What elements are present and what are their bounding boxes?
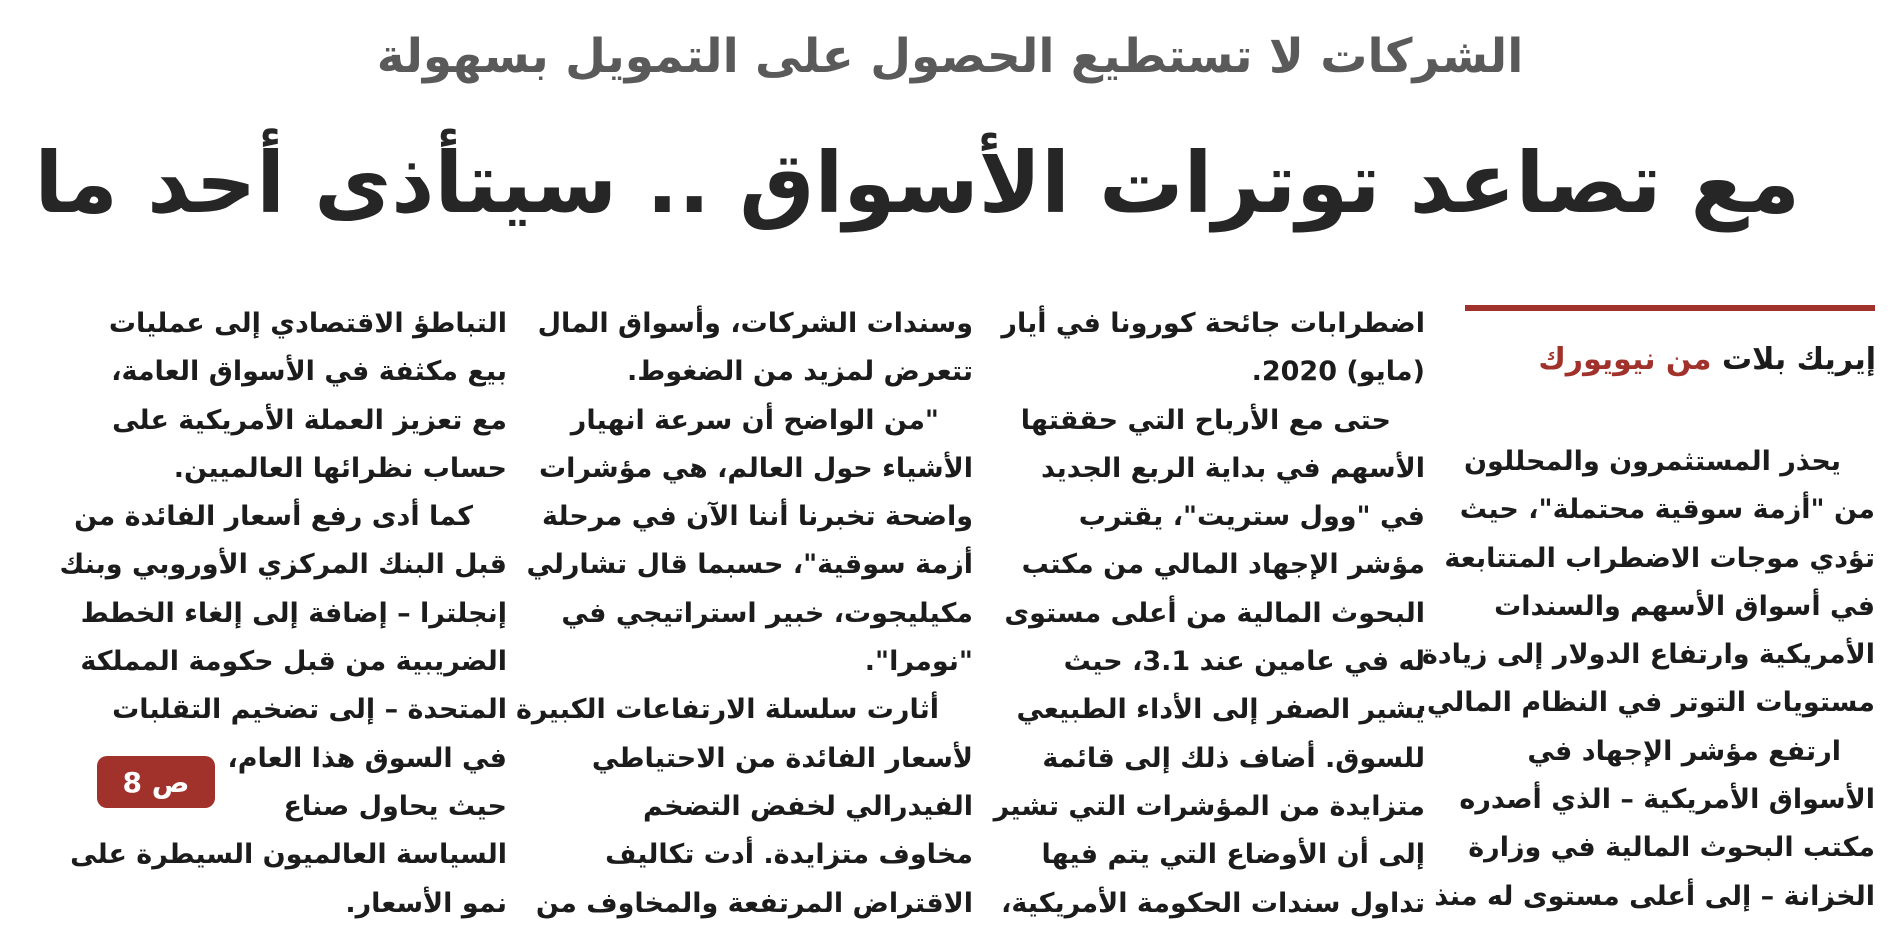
text-line: الأسواق الأمريكية – الذي أصدره: [1459, 784, 1875, 816]
text-line: نمو الأسعار.: [345, 887, 507, 919]
text-line: اضطرابات جائحة كورونا في أيار: [1001, 308, 1425, 339]
text-line: يحذر المستثمرون والمحللون: [1463, 446, 1841, 477]
article-column-4: [59, 300, 507, 928]
article-headline: مع تصاعد توترات الأسواق .. سيتأذى أحد ما: [34, 134, 1800, 232]
text-line: تتعرض لمزيد من الضغوط.: [627, 356, 973, 388]
text-line: إلى أن الأوضاع التي يتم فيها: [1041, 839, 1425, 871]
text-line: بيع مكثفة في الأسواق العامة،: [111, 356, 507, 388]
text-line: لأسعار الفائدة من الاحتياطي: [591, 742, 973, 774]
text-line: الأسهم في بداية الربع الجديد: [1041, 452, 1425, 484]
text-line: التباطؤ الاقتصادي إلى عمليات: [108, 308, 507, 339]
text-line: تؤدي موجات الاضطراب المتتابعة: [1444, 542, 1875, 574]
text-line: البحوث المالية من أعلى مستوى: [1004, 597, 1425, 629]
text-line: الأشياء حول العالم، هي مؤشرات: [538, 452, 973, 484]
text-line: في السوق هذا العام،: [227, 742, 507, 774]
article-column-3: [515, 300, 973, 928]
text-line: المتحدة – إلى تضخيم التقلبات: [112, 694, 507, 726]
text-line: قبل البنك المركزي الأوروبي وبنك: [59, 549, 507, 581]
byline-place: من نيويورك: [1538, 342, 1712, 377]
text-line: مكيليجوت، خبير استراتيجي في: [561, 597, 973, 629]
byline: [1436, 335, 1876, 385]
text-line: الخزانة – إلى أعلى مستوى له منذ: [1434, 880, 1875, 912]
byline-author: إيريك بلات: [1721, 342, 1876, 377]
text-line: أزمة سوقية"، حسبما قال تشارلي: [526, 549, 973, 581]
text-line: في "وول ستريت"، يقترب: [1078, 501, 1425, 533]
text-line: ارتفع مؤشر الإجهاد في: [1527, 735, 1841, 767]
text-line: حتى مع الأرباح التي حققتها: [1020, 404, 1391, 436]
text-line: الفيدرالي لخفض التضخم: [642, 790, 973, 822]
page-reference-badge[interactable]: ص 8: [97, 756, 215, 808]
text-line: الاقتراض المرتفعة والمخاوف من: [535, 887, 973, 919]
text-line: مؤشر الإجهاد المالي من مكتب: [1021, 549, 1425, 581]
text-line: حساب نظرائها العالميين.: [173, 452, 507, 484]
text-line: مكتب البحوث المالية في وزارة: [1468, 832, 1875, 864]
text-line: يشير الصفر إلى الأداء الطبيعي: [1016, 694, 1425, 726]
text-line: إنجلترا – إضافة إلى إلغاء الخطط: [80, 597, 507, 629]
byline-rule: [1465, 305, 1875, 311]
text-line: الأمريكية وارتفاع الدولار إلى زيادة: [1421, 639, 1875, 671]
text-line: تداول سندات الحكومة الأمريكية،: [1001, 887, 1425, 919]
text-line: للسوق. أضاف ذلك إلى قائمة: [1042, 742, 1425, 774]
article-column-1: [1416, 438, 1875, 921]
text-line: "من الواضح أن سرعة انهيار: [570, 404, 939, 436]
text-line: واضحة تخبرنا أننا الآن في مرحلة: [542, 501, 973, 533]
text-line: مستويات التوتر في النظام المالي.: [1416, 687, 1875, 719]
text-line: مع تعزيز العملة الأمريكية على: [112, 404, 507, 436]
text-line: وسندات الشركات، وأسواق المال: [537, 308, 973, 339]
text-line: السياسة العالميون السيطرة على: [70, 839, 507, 871]
text-line: (مايو) 2020.: [1251, 356, 1425, 388]
text-line: له في عامين عند 3.1، حيث: [1063, 646, 1425, 678]
text-line: في أسواق الأسهم والسندات: [1494, 590, 1875, 622]
text-line: متزايدة من المؤشرات التي تشير: [993, 790, 1425, 822]
text-line: كما أدى رفع أسعار الفائدة من: [74, 501, 473, 533]
article-kicker: الشركات لا تستطيع الحصول على التمويل بسهولة: [376, 29, 1524, 84]
text-line: الضريبية من قبل حكومة المملكة: [80, 646, 507, 678]
text-line: "نومرا".: [864, 646, 973, 678]
text-line: أثارت سلسلة الارتفاعات الكبيرة: [515, 694, 939, 726]
text-line: حيث يحاول صناع: [283, 790, 507, 822]
text-line: من "أزمة سوقية محتملة"، حيث: [1459, 494, 1875, 526]
text-line: مخاوف متزايدة. أدت تكاليف: [605, 839, 973, 871]
article-column-2: [993, 300, 1425, 928]
